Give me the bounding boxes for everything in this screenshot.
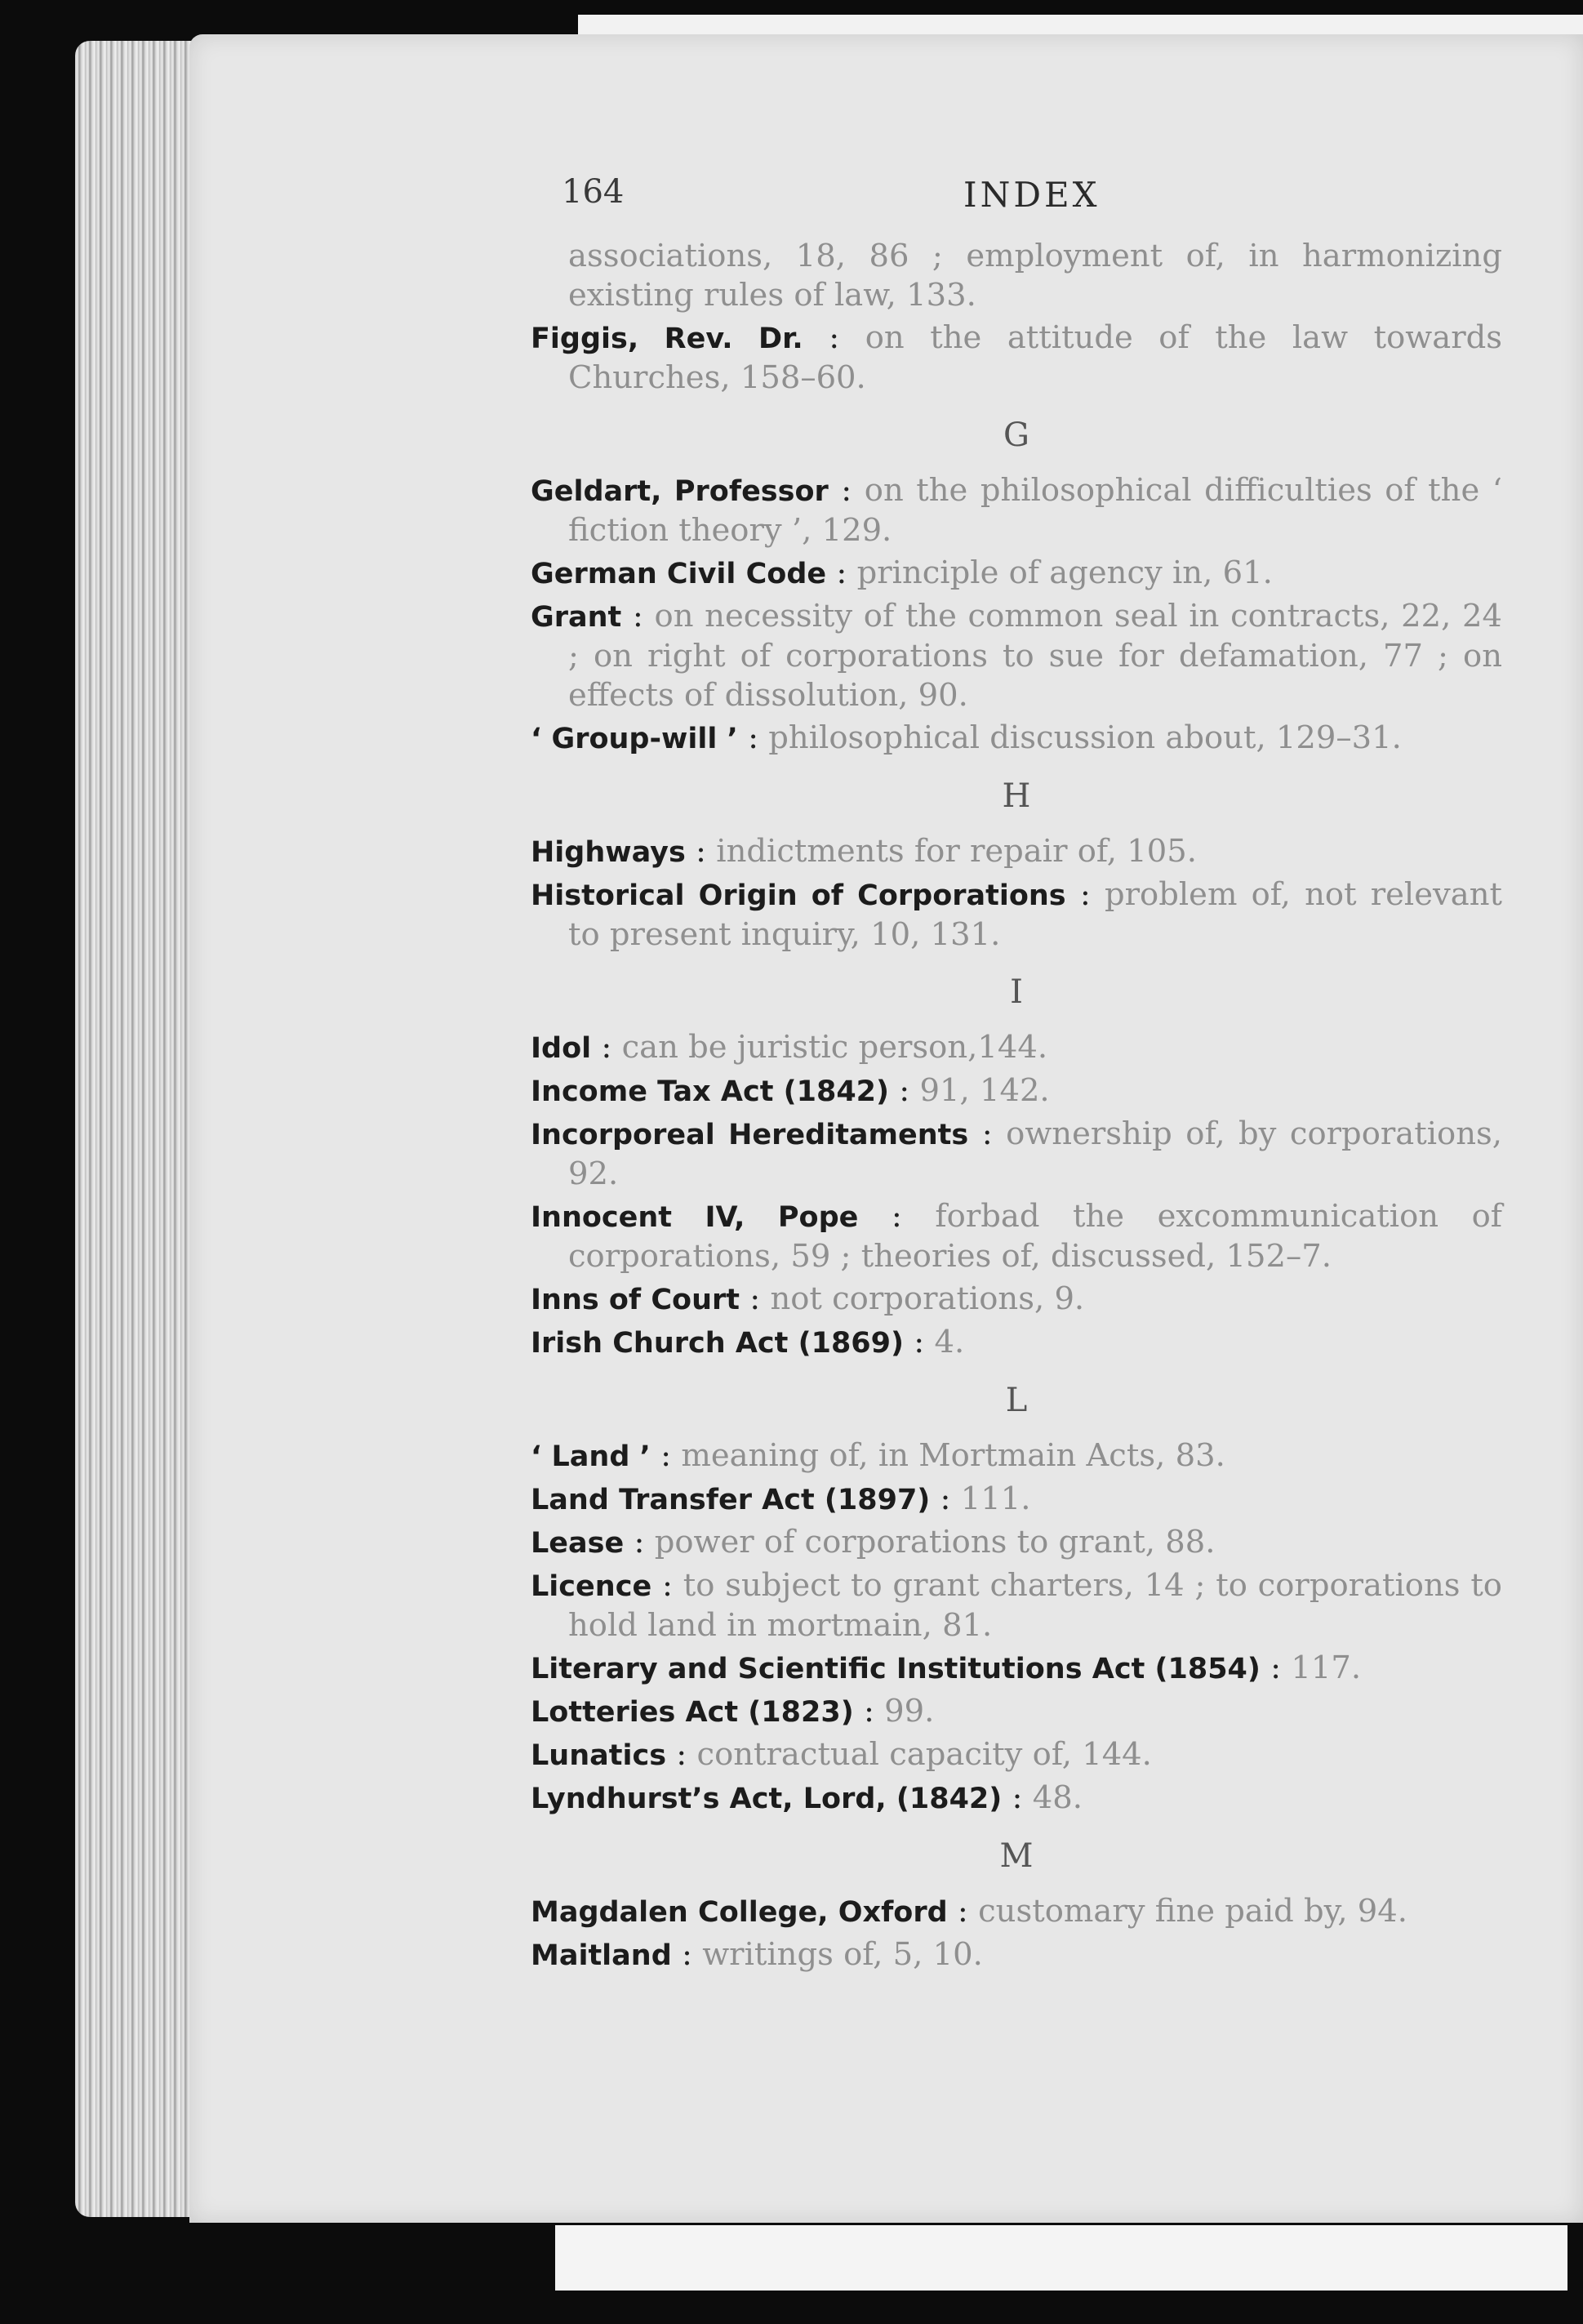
entry-separator: : <box>889 1072 920 1109</box>
entry-text: power of corporations to grant, 88. <box>654 1524 1216 1560</box>
entry-separator: : <box>737 719 769 756</box>
entry-separator: : <box>828 472 865 509</box>
entry-text: contractual capacity of, 144. <box>696 1736 1152 1773</box>
entry-heading: Innocent IV, Pope <box>531 1201 859 1234</box>
entry-text: 111. <box>960 1480 1031 1517</box>
index-entry <box>531 1692 1502 1732</box>
entry-heading: Lyndhurst’s Act, Lord, (1842) <box>531 1783 1003 1815</box>
entry-separator: : <box>591 1029 622 1066</box>
entry-separator: : <box>671 1936 703 1973</box>
entry-text: forbad the excommunication of corporations, 59 ; theories of, discussed, 152–7. <box>568 1198 1503 1275</box>
entry-text: 99. <box>884 1693 935 1730</box>
index-entry <box>531 1071 1502 1111</box>
entry-separator: : <box>947 1893 979 1930</box>
index-entry <box>531 719 1502 759</box>
entry-text: principle of agency in, 61. <box>856 554 1273 591</box>
entry-heading: Literary and Scientific Institutions Act (1854) <box>531 1653 1261 1685</box>
entry-heading: Grant <box>531 601 622 634</box>
entry-separator: : <box>968 1115 1007 1152</box>
index-entry <box>531 1323 1502 1363</box>
entry-text: 48. <box>1032 1779 1083 1816</box>
index-entry <box>531 1480 1502 1520</box>
index-body <box>531 237 1502 1979</box>
index-entry <box>531 1935 1502 1975</box>
index-entry <box>531 1280 1502 1320</box>
index-entry <box>531 237 1502 315</box>
index-entry <box>531 597 1502 715</box>
entry-text: philosophical discussion about, 129–31. <box>768 719 1402 756</box>
bottom-margin-strip <box>555 2225 1567 2291</box>
entry-text: 91, 142. <box>919 1072 1050 1109</box>
entry-heading: Geldart, Professor <box>531 475 829 508</box>
entry-separator: : <box>904 1324 935 1360</box>
top-margin-strip <box>578 15 1583 36</box>
entry-text: indictments for repair of, 105. <box>716 833 1197 870</box>
entry-separator: : <box>651 1567 683 1604</box>
entry-heading: Lease <box>531 1527 625 1560</box>
entry-text: can be juristic person,144. <box>621 1029 1048 1066</box>
entry-text: associations, 18, 86 ; employment of, in harmonizing existing rules of law, 133. <box>568 238 1502 314</box>
running-head: INDEX <box>963 175 1101 215</box>
entry-text: on necessity of the common seal in contracts, 22, 24 ; on right of corporations to sue for defamation, 77 ; on effects of dissolution, 90. <box>568 598 1502 714</box>
index-entry <box>531 318 1502 398</box>
entry-text: ownership of, by corporations, 92. <box>568 1115 1502 1192</box>
entry-separator: : <box>1260 1650 1292 1686</box>
entry-separator: : <box>826 554 857 591</box>
section-letter: M <box>999 1837 1034 1875</box>
index-entry <box>531 1197 1502 1276</box>
entry-text: customary fine paid by, 94. <box>978 1893 1408 1930</box>
entry-heading: Incorporeal Hereditaments <box>531 1119 969 1151</box>
entry-heading: Irish Church Act (1869) <box>531 1327 904 1360</box>
entry-heading: Inns of Court <box>531 1284 740 1316</box>
entry-separator: : <box>853 1693 885 1730</box>
entry-heading: Idol <box>531 1032 592 1065</box>
index-entry <box>531 1028 1502 1068</box>
entry-heading: ‘ Group-will ’ <box>531 723 738 755</box>
index-entry <box>531 1649 1502 1689</box>
entry-heading: German Civil Code <box>531 558 827 590</box>
entry-heading: Maitland <box>531 1939 672 1972</box>
index-entry <box>531 1735 1502 1775</box>
entry-separator: : <box>650 1437 682 1474</box>
entry-text: writings of, 5, 10. <box>702 1936 983 1973</box>
entry-text: problem of, not relevant to present inquiry, 10, 131. <box>568 876 1502 953</box>
index-entry <box>531 1436 1502 1476</box>
entry-text: not corporations, 9. <box>770 1280 1085 1317</box>
index-entry <box>531 1566 1502 1645</box>
entry-heading: Lunatics <box>531 1739 667 1772</box>
entry-heading: Land Transfer Act (1897) <box>531 1484 931 1516</box>
entry-text: on the attitude of the law towards Churches, 158–60. <box>568 319 1502 396</box>
entry-separator: : <box>803 319 865 356</box>
entry-separator: : <box>930 1480 961 1517</box>
entry-text: 4. <box>934 1324 965 1360</box>
entry-text: 117. <box>1291 1650 1362 1686</box>
index-entry <box>531 471 1502 550</box>
entry-heading: Income Tax Act (1842) <box>531 1075 890 1108</box>
entry-separator: : <box>621 598 655 634</box>
entry-separator: : <box>1065 876 1105 913</box>
index-entry <box>531 1115 1502 1194</box>
section-letter: I <box>1010 973 1023 1011</box>
index-entry <box>531 832 1502 872</box>
index-entry <box>531 875 1502 955</box>
entry-text: meaning of, in Mortmain Acts, 83. <box>681 1437 1225 1474</box>
entry-heading: Highways <box>531 836 686 869</box>
index-entry <box>531 1892 1502 1932</box>
section-letter: G <box>1003 416 1029 454</box>
page-number: 164 <box>562 173 625 211</box>
index-entry <box>531 554 1502 594</box>
entry-separator: : <box>666 1736 697 1773</box>
section-letter: H <box>1002 777 1031 815</box>
entry-separator: : <box>624 1524 655 1560</box>
entry-heading: Figgis, Rev. Dr. <box>531 323 803 355</box>
entry-separator: : <box>858 1198 936 1235</box>
index-entry <box>531 1779 1502 1819</box>
entry-heading: Lotteries Act (1823) <box>531 1696 854 1729</box>
entry-separator: : <box>739 1280 771 1317</box>
entry-text: to subject to grant charters, 14 ; to corporations to hold land in mortmain, 81. <box>568 1567 1502 1644</box>
entry-heading: Licence <box>531 1570 652 1603</box>
entry-heading: ‘ Land ’ <box>531 1440 651 1473</box>
page-stack-edge <box>75 41 198 2217</box>
entry-separator: : <box>685 833 717 870</box>
entry-text: on the philosophical difficulties of the ‘ fiction theory ’, 129. <box>568 472 1502 549</box>
entry-heading: Historical Origin of Corporations <box>531 879 1066 912</box>
section-letter: L <box>1005 1382 1028 1419</box>
entry-separator: : <box>1002 1779 1033 1816</box>
index-entry <box>531 1523 1502 1563</box>
entry-heading: Magdalen College, Oxford <box>531 1896 948 1929</box>
